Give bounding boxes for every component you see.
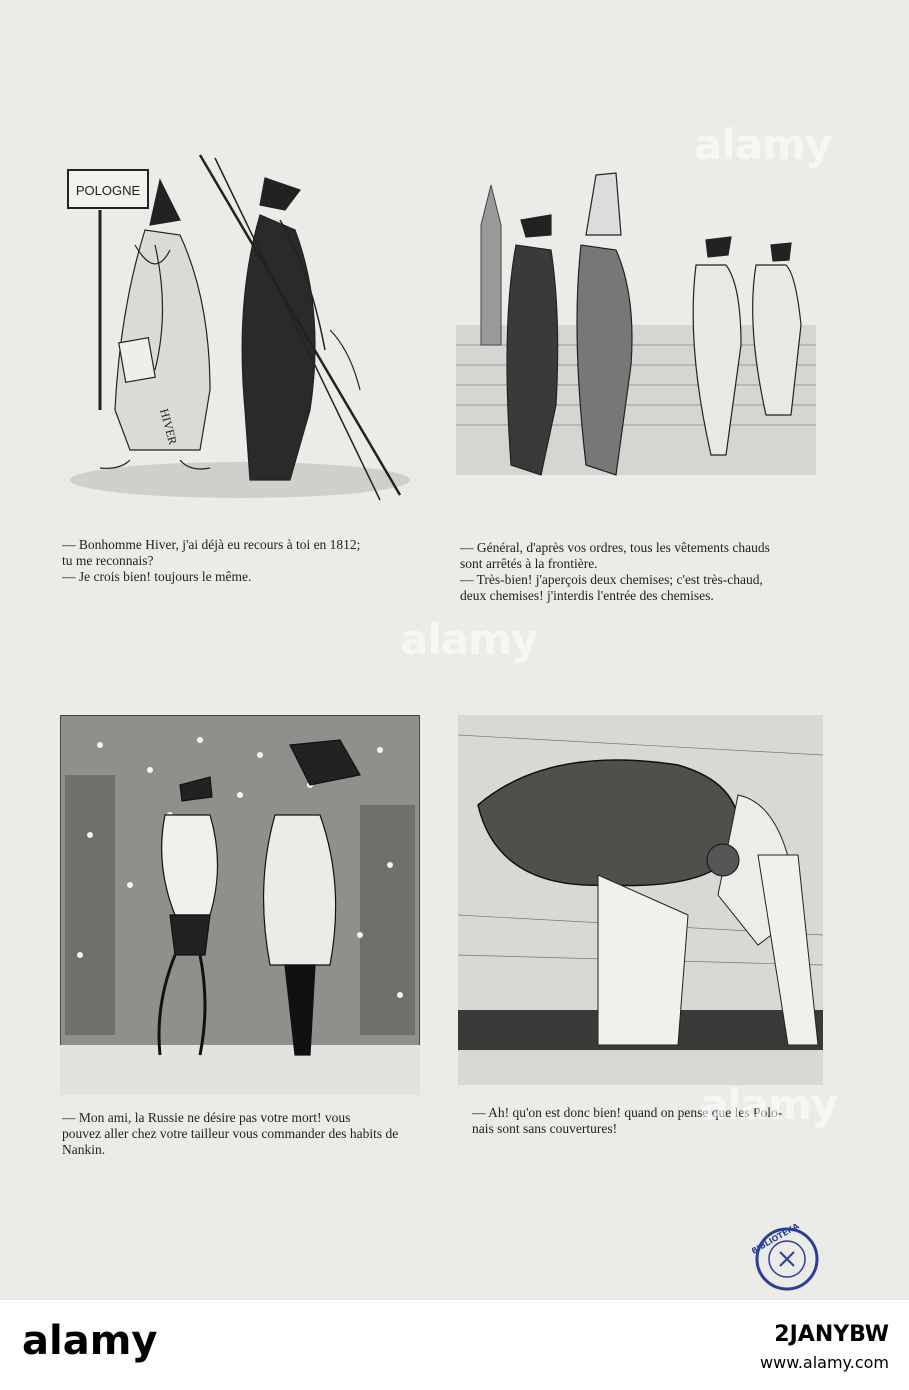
watermark: alamy [700,1080,838,1129]
caption-line: — Mon ami, la Russie ne désire pas votre mort! vous [62,1110,351,1125]
illustration-bottom-left [60,715,420,1095]
caption-line: sont arrêtés à la frontière. [460,556,598,571]
bag-text: HIVER [157,407,181,447]
illustration-bottom-right [458,715,823,1085]
caption-line: deux chemises! j'interdis l'entrée des chemises. [460,588,714,603]
library-stamp [752,1224,822,1294]
illustration-top-right [456,165,816,510]
caption-line: — Ah! qu'on est donc bien! quand on pense que les Polo- [472,1105,783,1120]
caption-top-left [62,537,422,585]
footer-url: www.alamy.com [760,1353,889,1372]
caption-line: — Je crois bien! toujours le même. [62,569,252,584]
footer-image-id: 2JANYBW [774,1322,889,1347]
caption-bottom-left [62,1110,432,1158]
caption-line: tu me reconnais? [62,553,154,568]
stamp-text: BIBLIOTEKA [752,1224,801,1256]
watermark: alamy [694,120,832,169]
caption-line: — Très-bien! j'aperçois deux chemises; c'est très-chaud, [460,572,763,587]
caption-line: nais sont sans couvertures! [472,1121,618,1136]
caption-line: Nankin. [62,1142,106,1157]
caption-top-right [460,540,830,604]
illustration-top-left [60,150,420,510]
caption-line: — Général, d'après vos ordres, tous les vêtements chauds [460,540,770,555]
caption-line: pouvez aller chez votre tailleur vous commander des habits de [62,1126,399,1141]
watermark: alamy [400,615,538,664]
footer-logo: alamy [22,1318,158,1364]
caption-line: — Bonhomme Hiver, j'ai déjà eu recours à toi en 1812; [62,537,361,552]
sign-text: POLOGNE [75,183,141,198]
